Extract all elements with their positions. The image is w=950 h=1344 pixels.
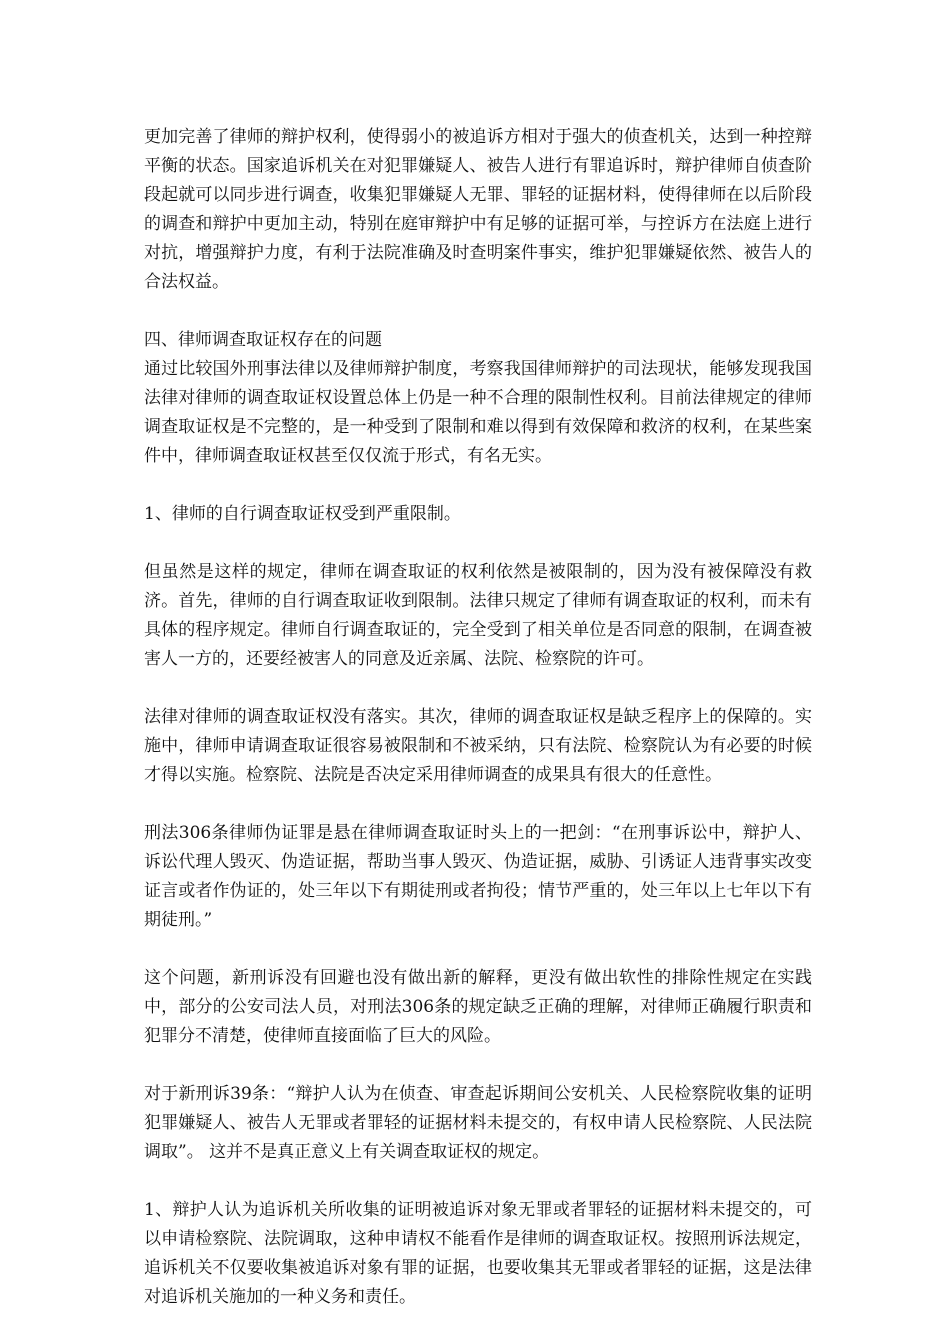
- section-heading: 四、律师调查取证权存在的问题: [144, 330, 382, 350]
- paragraph-6: 这个问题，新刑诉没有回避也没有做出新的解释，更没有做出软性的排除性规定在实践中，部分的公安司法人员，对刑法306条的规定缺乏正确的理解，对律师正确履行职责和犯罪分不清楚，使律师直接面临了巨大的风险。: [144, 968, 812, 1046]
- paragraph-1: 更加完善了律师的辩护权利，使得弱小的被追诉方相对于强大的侦查机关，达到一种控辩平衡的状态。国家追诉机关在对犯罪嫌疑人、被告人进行有罪追诉时，辩护律师自侦查阶段起就可以同步进行调查，收集犯罪嫌疑人无罪、罪轻的证据材料，使得律师在以后阶段的调查和辩护中更加主动，特别在庭审辩护中有足够的证据可举，与控诉方在法庭上进行对抗，增强辩护力度，有利于法院准确及时查明案件事实，维护犯罪嫌疑依然、被告人的合法权益。: [144, 127, 812, 292]
- paragraph-5: 刑法306条律师伪证罪是悬在律师调查取证时头上的一把剑：“在刑事诉讼中，辩护人、诉讼代理人毁灭、伪造证据，帮助当事人毁灭、伪造证据，威胁、引诱证人违背事实改变证言或者作伪证的，处三年以下有期徒刑或者拘役；情节严重的，处三年以上七年以下有期徒刑。”: [144, 823, 812, 930]
- paragraph-2: 通过比较国外刑事法律以及律师辩护制度，考察我国律师辩护的司法现状，能够发现我国法律对律师的调查取证权设置总体上仍是一种不合理的限制性权利。目前法律规定的律师调查取证权是不完整的，是一种受到了限制和难以得到有效保障和救济的权利，在某些案件中，律师调查取证权甚至仅仅流于形式，有名无实。: [144, 359, 812, 466]
- paragraph-4: 法律对律师的调查取证权没有落实。其次，律师的调查取证权是缺乏程序上的保障的。实施中，律师申请调查取证很容易被限制和不被采纳，只有法院、检察院认为有必要的时候才得以实施。检察院、法院是否决定采用律师调查的成果具有很大的任意性。: [144, 707, 812, 785]
- subheading-1: 1、律师的自行调查取证权受到严重限制。: [144, 504, 461, 524]
- paragraph-8: 1、辩护人认为追诉机关所收集的证明被追诉对象无罪或者罪轻的证据材料未提交的，可以申请检察院、法院调取，这种申请权不能看作是律师的调查取证权。按照刑诉法规定，追诉机关不仅要收集被追诉对象有罪的证据，也要收集其无罪或者罪轻的证据，这是法律对追诉机关施加的一种义务和责任。: [144, 1200, 812, 1307]
- paragraph-7: 对于新刑诉39条：“辩护人认为在侦查、审查起诉期间公安机关、人民检察院收集的证明犯罪嫌疑人、被告人无罪或者罪轻的证据材料未提交的，有权申请人民检察院、人民法院调取”。 这并不是真正意义上有关调查取证权的规定。: [144, 1084, 812, 1162]
- document-page: [144, 123, 812, 1312]
- paragraph-3: 但虽然是这样的规定，律师在调查取证的权利依然是被限制的，因为没有被保障没有救济。首先，律师的自行调查取证收到限制。法律只规定了律师有调查取证的权利，而未有具体的程序规定。律师自行调查取证的，完全受到了相关单位是否同意的限制，在调查被害人一方的，还要经被害人的同意及近亲属、法院、检察院的许可。: [144, 562, 812, 669]
